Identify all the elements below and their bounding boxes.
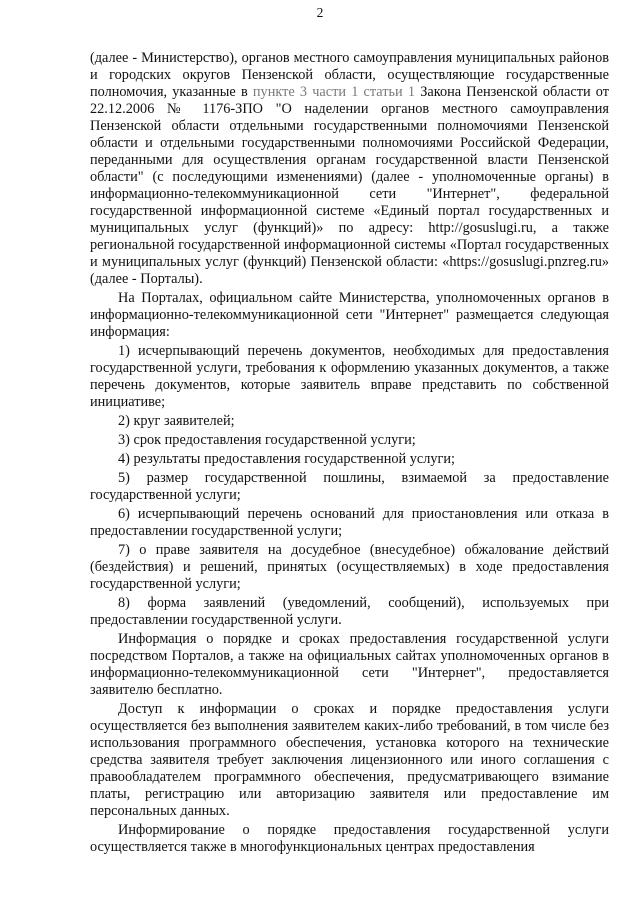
paragraph-text: 4) результаты предоставления государственной услуги;: [118, 451, 456, 467]
paragraph-p13: [90, 822, 609, 856]
paragraph-text: Доступ к информации о сроках и порядке предоставления услуги осуществляется без выполнения заявителем каких-либо требований, в том числе без использования программного обеспечения, установка которого на технические средства заявителя требует заключения лицензионного или иного соглашения с правообладателем программного обеспечения, предусматривающего взимание платы, регистрацию или авторизацию заявителя или предоставление им персональных данных.: [90, 701, 609, 819]
paragraph-p8: [90, 506, 609, 540]
paragraph-text: 1) исчерпывающий перечень документов, необходимых для предоставления государственной услуги, требования к оформлению указанных документов, а также перечень документов, которые заявитель вправе представить по собственной инициативе;: [90, 343, 609, 410]
paragraph-text: Информирование о порядке предоставления государственной услуги осуществляется также в многофункциональных центрах предоставления: [90, 822, 609, 855]
paragraph-text: 5) размер государственной пошлины, взимаемой за предоставление государственной услуги;: [90, 470, 609, 503]
paragraph-p2: [90, 290, 609, 341]
page-number: 2: [316, 5, 324, 20]
paragraph-p10: [90, 595, 609, 629]
paragraph-p5: [90, 432, 609, 449]
paragraph-p9: [90, 542, 609, 593]
paragraph-p4: [90, 413, 609, 430]
paragraph-text: 7) о праве заявителя на досудебное (внесудебное) обжалование действий (бездействия) и решений, принятых (осуществляемых) в ходе предоставления государственной услуги;: [90, 542, 609, 592]
paragraph-text: На Порталах, официальном сайте Министерства, уполномоченных органов в информационно-телекоммуникационной сети "Интернет" размещается следующая информация:: [90, 290, 609, 340]
paragraph-p12: [90, 701, 609, 820]
paragraph-p7: [90, 470, 609, 504]
paragraph-text: 3) срок предоставления государственной услуги;: [118, 432, 416, 448]
paragraph-text: (далее - Министерство), органов местного самоуправления муниципальных районов и городских округов Пензенской области, осуществляющие государственные полномочия, указанные в: [90, 50, 609, 100]
paragraph-p11: [90, 631, 609, 699]
paragraph-text: Закона Пензенской области от 22.12.2006 № 1176-ЗПО "О наделении органов местного самоуправления Пензенской области отдельными государственными полномочиями Пензенской области и отдельными государственными полномочиями Российской Федерации, переданными для осуществления органам государственной власти Пензенской области" (с последующими изменениями) (далее - уполномоченные органы) в информационно-телекоммуникационной сети "Интернет", федеральной государственной информационной системе «Единый портал государственных и муниципальных услуг (функций)» по адресу: http://gosuslugi.ru, а также региональной государственной информационной системы «Портал государственных и муниципальных услуг (функций) Пензенской области: «https://gosuslugi.pnzreg.ru» (далее - Порталы).: [90, 84, 610, 287]
reference-text: пункте 3 части 1 статьи 1: [252, 84, 416, 100]
document-body: [90, 50, 609, 856]
paragraph-text: 2) круг заявителей;: [118, 413, 235, 429]
paragraph-p3: [90, 343, 609, 411]
paragraph-p6: [90, 451, 609, 468]
paragraph-text: 8) форма заявлений (уведомлений, сообщений), используемых при предоставлении государственной услуги.: [90, 595, 609, 628]
paragraph-text: 6) исчерпывающий перечень оснований для приостановления или отказа в предоставлении государственной услуги;: [90, 506, 609, 539]
paragraph-text: Информация о порядке и сроках предоставления государственной услуги посредством Порталов, а также на официальных сайтах уполномоченных органов в информационно-телекоммуникационной сети "Интернет", предоставляется заявителю бесплатно.: [90, 631, 609, 698]
paragraph-p1: [90, 50, 609, 288]
